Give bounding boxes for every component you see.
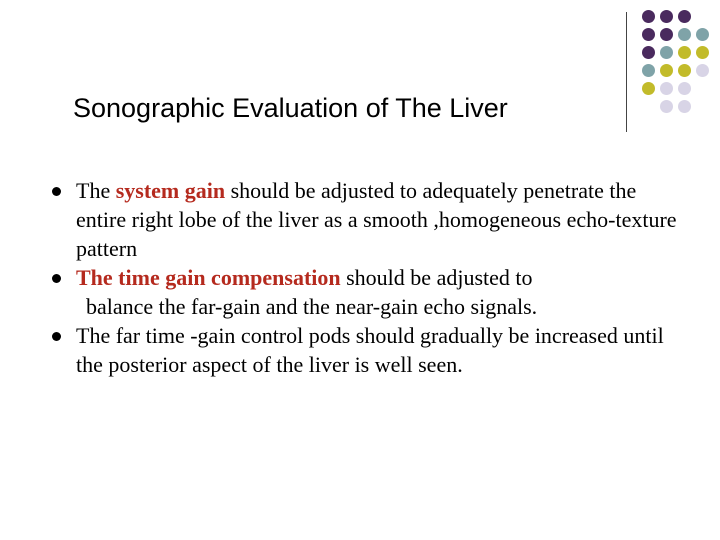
bullet-list — [50, 176, 690, 379]
decorative-dot — [678, 46, 691, 59]
bullet-dot-icon — [52, 187, 61, 196]
bullet-dot-icon — [52, 332, 61, 341]
bullet-1-highlight: system gain — [115, 178, 226, 203]
decorative-dot — [660, 28, 673, 41]
decorative-dot — [642, 10, 655, 23]
decorative-dot — [642, 46, 655, 59]
bullet-item-system-gain — [50, 176, 690, 263]
decorative-dot — [660, 82, 673, 95]
bullet-2-text-end: should be adjusted to — [340, 265, 533, 290]
decorative-dot — [660, 64, 673, 77]
bullet-1-text-end: should be adjusted to adequately penetrate the entire right lobe of the liver as a smooth ,homogeneous echo-texture pattern — [76, 178, 677, 261]
decorative-dot — [660, 10, 673, 23]
decorative-dot — [696, 46, 709, 59]
bullet-item-time-gain-compensation — [50, 263, 690, 321]
decorative-dot — [660, 46, 673, 59]
decorative-dot — [678, 28, 691, 41]
bullet-item-far-time-gain — [50, 321, 690, 379]
title-divider-line — [626, 12, 627, 132]
bullet-2-highlight: The time gain compensation — [76, 265, 341, 290]
decorative-dot — [696, 28, 709, 41]
decorative-dot — [696, 64, 709, 77]
decorative-dot — [678, 100, 691, 113]
slide-title: Sonographic Evaluation of The Liver — [73, 93, 508, 123]
decorative-dot — [642, 64, 655, 77]
decorative-dot — [678, 10, 691, 23]
decorative-dot-grid — [642, 10, 720, 120]
bullet-1-text-start: The — [76, 178, 116, 203]
bullet-dot-icon — [52, 274, 61, 283]
decorative-dot — [678, 82, 691, 95]
bullet-2-line-2: balance the far-gain and the near-gain echo signals. — [86, 294, 538, 319]
decorative-dot — [678, 64, 691, 77]
decorative-dot — [642, 28, 655, 41]
decorative-dot — [660, 100, 673, 113]
bullet-3-text: The far time -gain control pods should gradually be increased until the posterior aspect of the liver is well seen. — [76, 323, 664, 377]
decorative-dot — [642, 82, 655, 95]
